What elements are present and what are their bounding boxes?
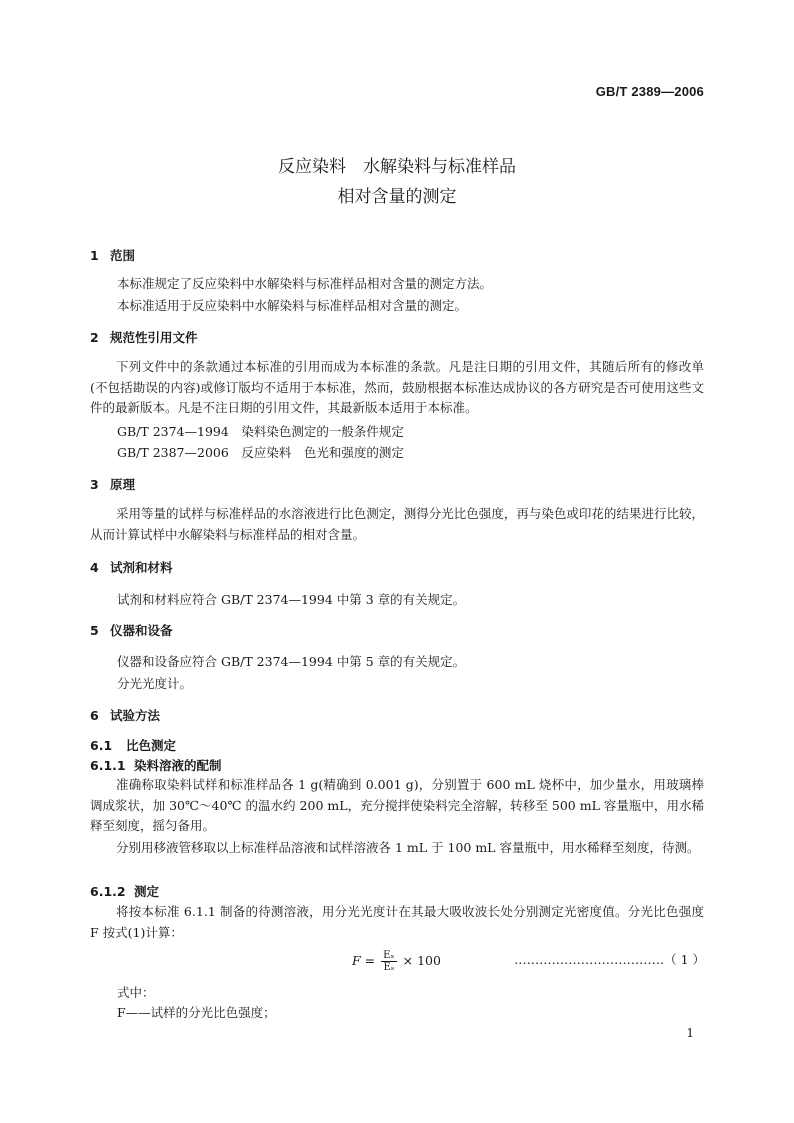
section-4-heading — [90, 558, 173, 576]
section-title: 染料溶液的配制 — [134, 758, 222, 773]
section-2-heading — [90, 328, 198, 346]
section-title: 试剂和材料 — [110, 560, 173, 575]
section-6-heading — [90, 706, 160, 724]
section-number: 6.1.1 — [90, 758, 126, 773]
standard-number: GB/T 2389—2006 — [595, 84, 704, 99]
equation-label: ………………………………（ 1 ） — [514, 952, 705, 967]
formula-rhs: × 100 — [402, 953, 441, 968]
section-number: 6 — [90, 708, 99, 723]
formula-fraction — [381, 950, 397, 973]
where-label: 式中： — [117, 985, 155, 1000]
section-number: 1 — [90, 248, 99, 263]
section-3-paragraph-1: 采用等量的试样与标准样品的水溶液进行比色测定，测得分光比色强度，再与染色或印花的结果进行比较，从而计算试样中水解染料与标准样品的相对含量。 — [90, 506, 704, 542]
variable-definition-f: F——试样的分光比色强度； — [117, 1005, 276, 1020]
section-number: 5 — [90, 623, 99, 638]
section-5-heading — [90, 621, 173, 639]
section-5-paragraph-2: 分光光度计。 — [117, 676, 193, 691]
formula-1 — [352, 950, 441, 973]
section-number: 2 — [90, 330, 99, 345]
section-6-1-1-paragraph-1: 准确称取染料试样和标准样品各 1 g(精确到 0.001 g)，分别置于 600 mL 烧杯中，加少量水，用玻璃棒调成浆状，加 30℃～40℃ 的温水约 200 mL，充分搅拌使染料完全溶解，转移至 500 mL 容量瓶中，用水稀释至刻度，摇匀备用。 — [90, 777, 704, 833]
document-title-line2: 相对含量的测定 — [337, 187, 457, 207]
reference-1: GB/T 2374—1994 染料染色测定的一般条件规定 — [117, 424, 404, 439]
section-number: 6.1 — [90, 738, 113, 753]
section-number: 3 — [90, 477, 99, 492]
section-2-paragraph-1: 下列文件中的条款通过本标准的引用而成为本标准的条款。凡是注日期的引用文件，其随后所有的修改单(不包括勘误的内容)或修订版均不适用于本标准，然而，鼓励根据本标准达成协议的各方研究是否可使用这些文件的最新版本。凡是不注日期的引用文件，其最新版本适用于本标准。 — [90, 359, 704, 415]
formula-denominator: Eₛ — [383, 962, 395, 973]
page-number: 1 — [686, 1026, 694, 1040]
section-6-1-heading — [90, 736, 176, 754]
formula-lhs: F = — [352, 953, 376, 968]
formula-numerator: Eₓ — [383, 950, 395, 961]
reference-2: GB/T 2387—2006 反应染料 色光和强度的测定 — [117, 445, 404, 460]
section-title: 测定 — [134, 884, 160, 899]
section-1-paragraph-2: 本标准适用于反应染料中水解染料与标准样品相对含量的测定。 — [117, 298, 468, 313]
section-title: 仪器和设备 — [110, 623, 173, 638]
section-title: 原理 — [110, 477, 136, 492]
section-1-heading — [90, 246, 135, 264]
section-4-paragraph-1: 试剂和材料应符合 GB/T 2374—1994 中第 3 章的有关规定。 — [117, 592, 466, 607]
section-3-heading — [90, 475, 135, 493]
section-1-paragraph-1: 本标准规定了反应染料中水解染料与标准样品相对含量的测定方法。 — [117, 276, 493, 291]
section-6-1-2-heading — [90, 882, 159, 900]
section-title: 范围 — [110, 248, 136, 263]
section-5-paragraph-1: 仪器和设备应符合 GB/T 2374—1994 中第 5 章的有关规定。 — [117, 654, 466, 669]
section-title: 规范性引用文件 — [110, 330, 198, 345]
section-title: 试验方法 — [110, 708, 161, 723]
section-6-1-2-paragraph-1: 将按本标准 6.1.1 制备的待测溶液，用分光光度计在其最大吸收波长处分别测定光密度值。分光比色强度 F 按式(1)计算： — [90, 904, 704, 940]
document-title-line1: 反应染料 水解染料与标准样品 — [278, 157, 516, 177]
section-number: 4 — [90, 560, 99, 575]
section-title: 比色测定 — [126, 738, 177, 753]
section-6-1-1-heading — [90, 756, 222, 774]
section-number: 6.1.2 — [90, 884, 126, 899]
section-6-1-1-paragraph-2: 分别用移液管移取以上标准样品溶液和试样溶液各 1 mL 于 100 mL 容量瓶中，用水稀释至刻度，待测。 — [116, 840, 700, 855]
